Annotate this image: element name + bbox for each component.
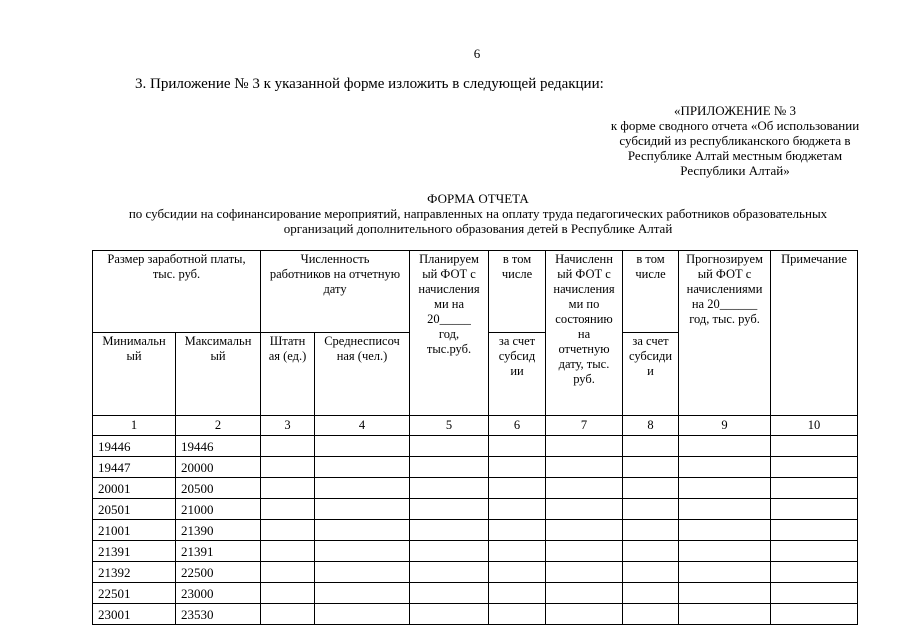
planned-payroll-cell [410,436,489,457]
planned-subsidy-cell [489,604,546,625]
note-cell [771,436,858,457]
planned-subsidy-cell [489,478,546,499]
forecast-payroll-cell [679,604,771,625]
table-row [93,436,858,457]
header-including-accrued: в том числе [623,251,679,333]
column-number: 2 [176,416,261,436]
planned-payroll-cell [410,583,489,604]
max-salary-cell: 22500 [176,562,261,583]
accrued-payroll-cell [546,520,623,541]
planned-subsidy-cell [489,583,546,604]
staff-units-cell [261,499,315,520]
form-subtitle-line: по субсидии на софинансирование мероприятий, направленных на оплату труда педагогических работников образовательных [128,206,828,221]
avg-headcount-cell [315,436,410,457]
column-number: 7 [546,416,623,436]
planned-subsidy-cell [489,562,546,583]
note-cell [771,499,858,520]
forecast-payroll-cell [679,499,771,520]
forecast-payroll-cell [679,562,771,583]
table-row [93,457,858,478]
page-number: 6 [473,46,481,61]
avg-headcount-cell [315,478,410,499]
report-table [92,250,858,625]
staff-units-cell [261,583,315,604]
planned-payroll-cell [410,604,489,625]
table-row [93,583,858,604]
note-cell [771,457,858,478]
note-cell [771,604,858,625]
header-note: Примечание [771,251,858,416]
planned-payroll-cell [410,541,489,562]
note-cell [771,520,858,541]
planned-subsidy-cell [489,541,546,562]
min-salary-cell: 19447 [93,457,176,478]
planned-payroll-cell [410,499,489,520]
header-min: Минимальн ый [93,333,176,416]
max-salary-cell: 19446 [176,436,261,457]
max-salary-cell: 23000 [176,583,261,604]
column-number: 1 [93,416,176,436]
planned-subsidy-cell [489,520,546,541]
accrued-subsidy-cell [623,604,679,625]
form-subtitle-line: организаций дополнительного образования детей в Республике Алтай [283,221,673,236]
table-row [93,499,858,520]
forecast-payroll-cell [679,541,771,562]
accrued-payroll-cell [546,604,623,625]
accrued-payroll-cell [546,583,623,604]
note-cell [771,562,858,583]
appendix-line: субсидий из республиканского бюджета в [619,133,851,148]
accrued-subsidy-cell [623,499,679,520]
staff-units-cell [261,436,315,457]
staff-units-cell [261,478,315,499]
planned-payroll-cell [410,520,489,541]
accrued-payroll-cell [546,436,623,457]
accrued-payroll-cell [546,478,623,499]
staff-units-cell [261,457,315,478]
appendix-heading [600,103,870,178]
avg-headcount-cell [315,499,410,520]
min-salary-cell: 20001 [93,478,176,499]
table-row [93,562,858,583]
column-number-row [93,416,858,436]
staff-units-cell [261,520,315,541]
min-salary-cell: 21391 [93,541,176,562]
avg-headcount-cell [315,562,410,583]
accrued-subsidy-cell [623,541,679,562]
max-salary-cell: 21000 [176,499,261,520]
header-subsidy-planned: за счет субсид ии [489,333,546,416]
max-salary-cell: 20000 [176,457,261,478]
table-row [93,520,858,541]
max-salary-cell: 20500 [176,478,261,499]
column-number: 5 [410,416,489,436]
instruction-text: 3. Приложение № 3 к указанной форме изложить в следующей редакции: [135,76,604,92]
header-avg-headcount: Среднесписоч ная (чел.) [315,333,410,416]
min-salary-cell: 23001 [93,604,176,625]
accrued-payroll-cell [546,457,623,478]
min-salary-cell: 21001 [93,520,176,541]
table-row [93,604,858,625]
max-salary-cell: 21391 [176,541,261,562]
planned-payroll-cell [410,562,489,583]
appendix-line: «ПРИЛОЖЕНИЕ № 3 [673,103,797,118]
appendix-line: Республике Алтай местным бюджетам [627,148,843,163]
appendix-line: Республики Алтай» [680,163,790,178]
header-staff-count: Численность работников на отчетную дату [261,251,410,333]
accrued-subsidy-cell [623,562,679,583]
staff-units-cell [261,541,315,562]
planned-payroll-cell [410,478,489,499]
avg-headcount-cell [315,457,410,478]
header-staff-units: Штатн ая (ед.) [261,333,315,416]
planned-subsidy-cell [489,457,546,478]
min-salary-cell: 19446 [93,436,176,457]
min-salary-cell: 20501 [93,499,176,520]
column-number: 6 [489,416,546,436]
header-max: Максимальн ый [176,333,261,416]
planned-subsidy-cell [489,499,546,520]
accrued-subsidy-cell [623,520,679,541]
header-planned-payroll: Планируем ый ФОТ с начисления ми на 20_____ год, тыс.руб. [410,251,489,416]
note-cell [771,541,858,562]
staff-units-cell [261,604,315,625]
max-salary-cell: 23530 [176,604,261,625]
accrued-subsidy-cell [623,478,679,499]
table-row [93,478,858,499]
forecast-payroll-cell [679,478,771,499]
avg-headcount-cell [315,604,410,625]
forecast-payroll-cell [679,583,771,604]
forecast-payroll-cell [679,457,771,478]
accrued-subsidy-cell [623,583,679,604]
header-forecast-payroll: Прогнозируем ый ФОТ с начислениями на 20______ год, тыс. руб. [679,251,771,416]
planned-subsidy-cell [489,436,546,457]
avg-headcount-cell [315,541,410,562]
form-title: ФОРМА ОТЧЕТА [427,191,529,206]
appendix-line: к форме сводного отчета «Об использовании [610,118,860,133]
avg-headcount-cell [315,583,410,604]
header-subsidy-accrued: за счет субсиди и [623,333,679,416]
note-cell [771,478,858,499]
table-row [93,541,858,562]
note-cell [771,583,858,604]
column-number: 4 [315,416,410,436]
header-row-top [93,251,858,333]
accrued-subsidy-cell [623,457,679,478]
column-number: 3 [261,416,315,436]
planned-payroll-cell [410,457,489,478]
accrued-payroll-cell [546,499,623,520]
accrued-subsidy-cell [623,436,679,457]
max-salary-cell: 21390 [176,520,261,541]
forecast-payroll-cell [679,520,771,541]
header-including-planned: в том числе [489,251,546,333]
min-salary-cell: 21392 [93,562,176,583]
header-accrued-payroll: Начисленн ый ФОТ с начисления ми по состоянию на отчетную дату, тыс. руб. [546,251,623,416]
column-number: 9 [679,416,771,436]
form-heading [90,191,866,236]
column-number: 10 [771,416,858,436]
accrued-payroll-cell [546,562,623,583]
avg-headcount-cell [315,520,410,541]
forecast-payroll-cell [679,436,771,457]
accrued-payroll-cell [546,541,623,562]
staff-units-cell [261,562,315,583]
min-salary-cell: 22501 [93,583,176,604]
header-salary-range: Размер заработной платы, тыс. руб. [93,251,261,333]
column-number: 8 [623,416,679,436]
